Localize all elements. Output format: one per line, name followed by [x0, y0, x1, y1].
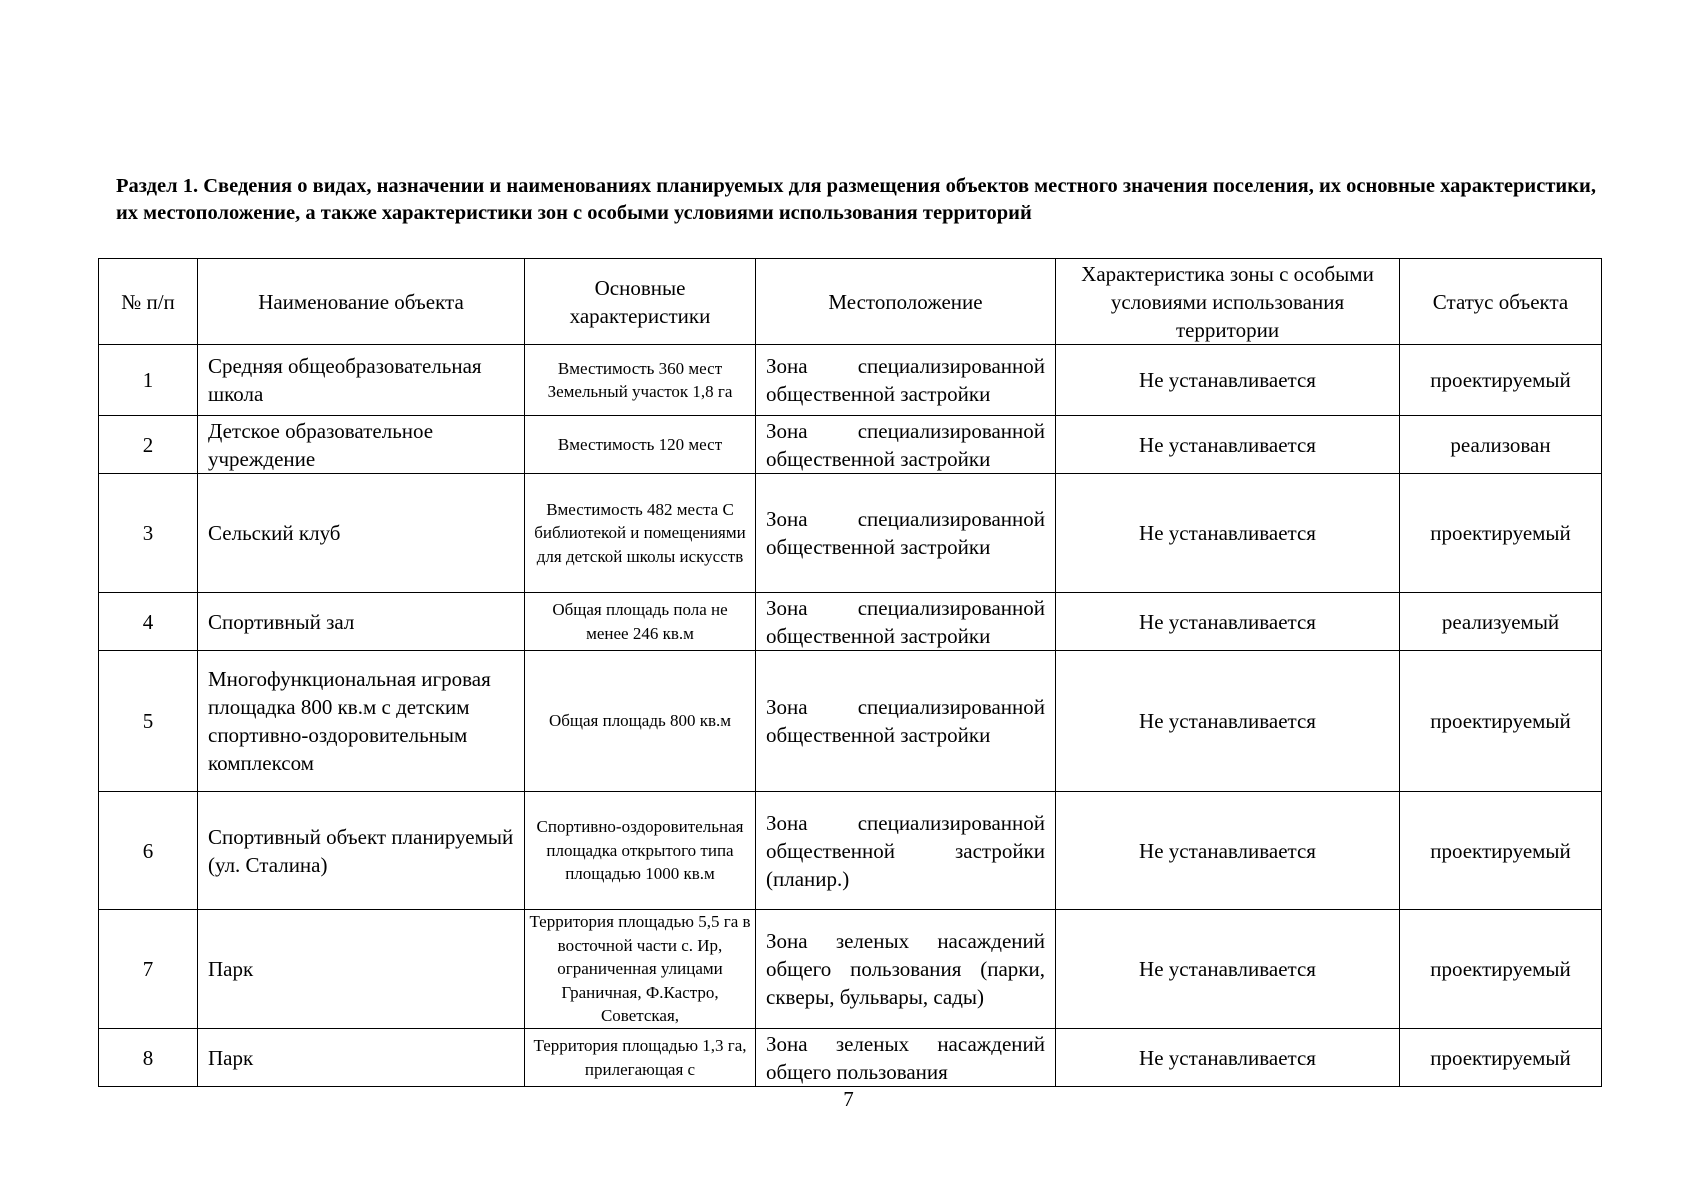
- object-status: проектируемый: [1400, 474, 1602, 593]
- table-row: [99, 792, 1602, 910]
- object-characteristics: Вместимость 360 мест Земельный участок 1,8 га: [525, 345, 756, 416]
- object-name: Парк: [198, 910, 525, 1029]
- object-location: Зона специализированной общественной застройки: [756, 416, 1056, 474]
- header-zone: Характеристика зоны с особыми условиями использования территории: [1056, 259, 1400, 345]
- table-row: [99, 593, 1602, 651]
- object-characteristics: Общая площадь пола не менее 246 кв.м: [525, 593, 756, 651]
- header-num: № п/п: [99, 259, 198, 345]
- object-status: реализуемый: [1400, 593, 1602, 651]
- object-status: проектируемый: [1400, 345, 1602, 416]
- row-num: 1: [99, 345, 198, 416]
- header-status: Статус объекта: [1400, 259, 1602, 345]
- table-header-row: [99, 259, 1602, 345]
- row-num: 5: [99, 651, 198, 792]
- row-num: 7: [99, 910, 198, 1029]
- object-status: реализован: [1400, 416, 1602, 474]
- object-characteristics: Вместимость 120 мест: [525, 416, 756, 474]
- object-status: проектируемый: [1400, 792, 1602, 910]
- object-location: Зона специализированной общественной застройки: [756, 345, 1056, 416]
- zone-characteristic: Не устанавливается: [1056, 474, 1400, 593]
- object-characteristics: Вместимость 482 места С библиотекой и помещениями для детской школы искусств: [525, 474, 756, 593]
- row-num: 3: [99, 474, 198, 593]
- table-row: [99, 345, 1602, 416]
- object-status: проектируемый: [1400, 1029, 1602, 1087]
- object-characteristics: Территория площадью 1,3 га, прилегающая с: [525, 1029, 756, 1087]
- object-characteristics: Территория площадью 5,5 га в восточной части с. Ир, ограниченная улицами Граничная, Ф.Кастро, Советская,: [525, 910, 756, 1029]
- object-location: Зона специализированной общественной застройки: [756, 651, 1056, 792]
- object-location: Зона специализированной общественной застройки: [756, 474, 1056, 593]
- object-name: Сельский клуб: [198, 474, 525, 593]
- object-name: Спортивный объект планируемый (ул. Сталина): [198, 792, 525, 910]
- object-characteristics: Общая площадь 800 кв.м: [525, 651, 756, 792]
- row-num: 4: [99, 593, 198, 651]
- zone-characteristic: Не устанавливается: [1056, 910, 1400, 1029]
- object-location: Зона зеленых насаждений общего пользования (парки, скверы, бульвары, сады): [756, 910, 1056, 1029]
- table-row: [99, 474, 1602, 593]
- page-number: 7: [843, 1087, 854, 1111]
- object-name: Парк: [198, 1029, 525, 1087]
- object-characteristics: Спортивно-оздоровительная площадка открытого типа площадью 1000 кв.м: [525, 792, 756, 910]
- object-name: Многофункциональная игровая площадка 800 кв.м с детским спортивно-оздоровительным комплексом: [198, 651, 525, 792]
- zone-characteristic: Не устанавливается: [1056, 416, 1400, 474]
- zone-characteristic: Не устанавливается: [1056, 792, 1400, 910]
- row-num: 2: [99, 416, 198, 474]
- object-status: проектируемый: [1400, 651, 1602, 792]
- object-location: Зона зеленых насаждений общего пользования: [756, 1029, 1056, 1087]
- object-location: Зона специализированной общественной застройки (планир.): [756, 792, 1056, 910]
- zone-characteristic: Не устанавливается: [1056, 345, 1400, 416]
- zone-characteristic: Не устанавливается: [1056, 1029, 1400, 1087]
- object-name: Спортивный зал: [198, 593, 525, 651]
- table-row: [99, 651, 1602, 792]
- object-location: Зона специализированной общественной застройки: [756, 593, 1056, 651]
- object-name: Средняя общеобразовательная школа: [198, 345, 525, 416]
- header-location: Местоположение: [756, 259, 1056, 345]
- header-chars: Основные характеристики: [525, 259, 756, 345]
- row-num: 8: [99, 1029, 198, 1087]
- zone-characteristic: Не устанавливается: [1056, 651, 1400, 792]
- object-status: проектируемый: [1400, 910, 1602, 1029]
- objects-table: [98, 258, 1602, 1087]
- table-row: [99, 416, 1602, 474]
- row-num: 6: [99, 792, 198, 910]
- table-row: [99, 1029, 1602, 1087]
- zone-characteristic: Не устанавливается: [1056, 593, 1400, 651]
- section-heading: Раздел 1. Сведения о видах, назначении и наименованиях планируемых для размещения объектов местного значения поселения, их основные характеристики, их местоположение, а также характеристики зон с особыми условиями использования территорий: [116, 175, 1596, 224]
- header-name: Наименование объекта: [198, 259, 525, 345]
- object-name: Детское образовательное учреждение: [198, 416, 525, 474]
- table-row: [99, 910, 1602, 1029]
